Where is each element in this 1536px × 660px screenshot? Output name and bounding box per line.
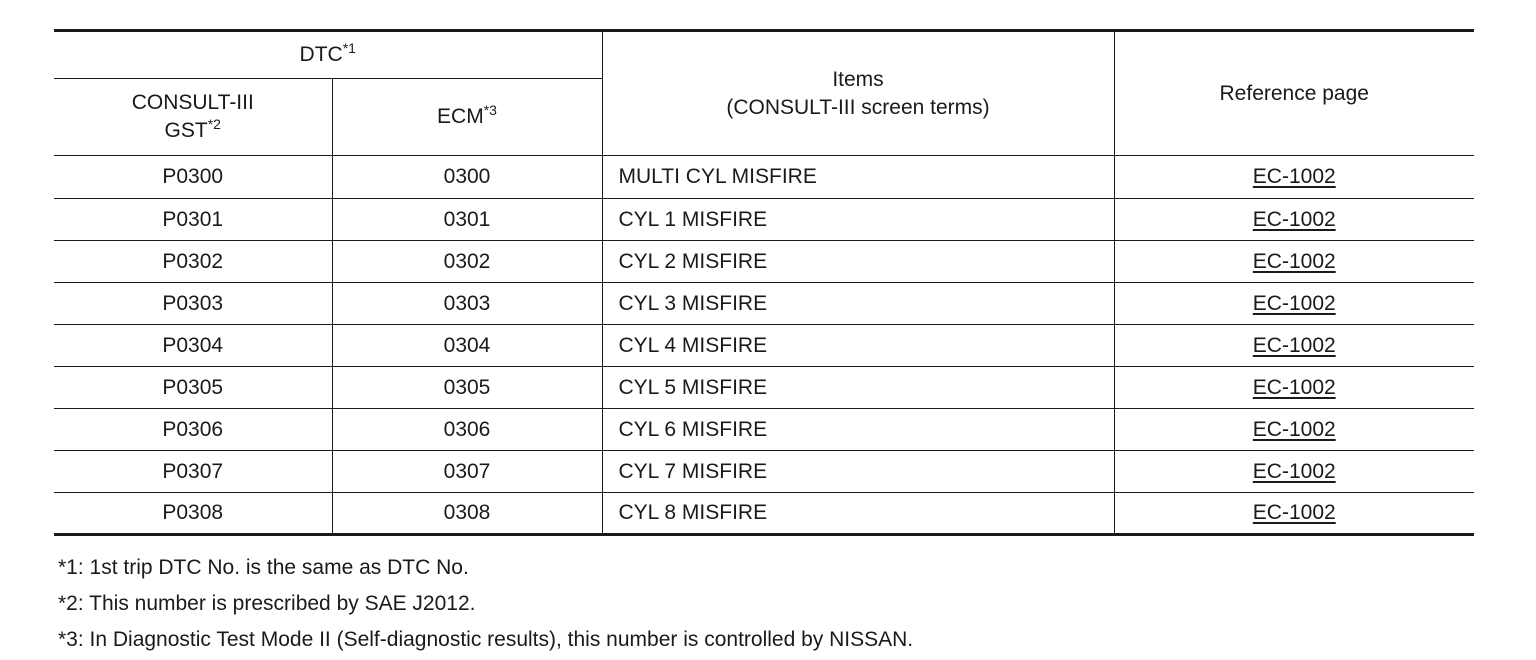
table-row <box>54 199 1474 241</box>
cell-consult-gst: P0303 <box>54 283 332 325</box>
cell-item: CYL 3 MISFIRE <box>602 283 1114 325</box>
table-row <box>54 241 1474 283</box>
cell-item: CYL 8 MISFIRE <box>602 493 1114 535</box>
header-consult-sup: *2 <box>207 116 221 132</box>
cell-reference <box>1114 283 1474 325</box>
cell-reference <box>1114 367 1474 409</box>
footnotes <box>58 550 913 658</box>
table-row <box>54 156 1474 199</box>
cell-item: CYL 4 MISFIRE <box>602 325 1114 367</box>
reference-link[interactable]: EC-1002 <box>1252 165 1336 188</box>
cell-item: CYL 5 MISFIRE <box>602 367 1114 409</box>
cell-consult-gst: P0306 <box>54 409 332 451</box>
cell-consult-gst: P0307 <box>54 451 332 493</box>
cell-reference <box>1114 325 1474 367</box>
cell-consult-gst: P0304 <box>54 325 332 367</box>
table-row <box>54 283 1474 325</box>
header-dtc-sup: *1 <box>342 40 356 56</box>
reference-link[interactable]: EC-1002 <box>1252 207 1336 231</box>
header-consult-line2: GST <box>164 119 208 142</box>
reference-link[interactable]: EC-1002 <box>1252 333 1336 357</box>
cell-item: CYL 6 MISFIRE <box>602 409 1114 451</box>
footnote-1: *1: 1st trip DTC No. is the same as DTC No. <box>58 556 469 579</box>
header-ecm <box>332 79 602 156</box>
table-body <box>54 156 1474 535</box>
header-items-line1: Items <box>832 67 884 91</box>
reference-link[interactable]: EC-1002 <box>1252 501 1336 524</box>
cell-reference <box>1114 199 1474 241</box>
table-row <box>54 409 1474 451</box>
cell-ecm: 0304 <box>332 325 602 367</box>
cell-ecm: 0301 <box>332 199 602 241</box>
cell-item: MULTI CYL MISFIRE <box>602 156 1114 199</box>
cell-ecm: 0307 <box>332 451 602 493</box>
cell-item: CYL 2 MISFIRE <box>602 241 1114 283</box>
reference-link[interactable]: EC-1002 <box>1252 417 1336 441</box>
cell-consult-gst: P0302 <box>54 241 332 283</box>
cell-item: CYL 7 MISFIRE <box>602 451 1114 493</box>
cell-ecm: 0305 <box>332 367 602 409</box>
cell-reference <box>1114 451 1474 493</box>
header-consult-line1: CONSULT-III <box>131 91 254 114</box>
footnote-3: *3: In Diagnostic Test Mode II (Self-diagnostic results), this number is controlled by NISSAN. <box>58 628 914 651</box>
header-items <box>602 31 1114 156</box>
cell-ecm: 0306 <box>332 409 602 451</box>
table-row <box>54 451 1474 493</box>
table-header <box>54 31 1474 156</box>
header-ecm-sup: *3 <box>483 102 497 118</box>
cell-reference <box>1114 409 1474 451</box>
header-dtc-label: DTC <box>299 43 343 66</box>
header-dtc-group <box>54 31 602 79</box>
table-row <box>54 367 1474 409</box>
table-row <box>54 493 1474 535</box>
header-items-line2: (CONSULT-III screen terms) <box>726 95 990 119</box>
cell-item: CYL 1 MISFIRE <box>602 199 1114 241</box>
cell-consult-gst: P0308 <box>54 493 332 535</box>
cell-ecm: 0302 <box>332 241 602 283</box>
cell-ecm: 0300 <box>332 156 602 199</box>
cell-consult-gst: P0305 <box>54 367 332 409</box>
header-consult-gst <box>54 79 332 156</box>
reference-link[interactable]: EC-1002 <box>1252 291 1336 315</box>
cell-reference <box>1114 241 1474 283</box>
reference-link[interactable]: EC-1002 <box>1252 459 1336 483</box>
header-ecm-label: ECM <box>437 105 484 128</box>
header-reference-page: Reference page <box>1114 31 1474 156</box>
cell-ecm: 0308 <box>332 493 602 535</box>
dtc-table <box>54 29 1474 536</box>
footnote-2: *2: This number is prescribed by SAE J2012. <box>58 592 476 615</box>
cell-reference <box>1114 156 1474 199</box>
reference-link[interactable]: EC-1002 <box>1252 375 1336 399</box>
table-row <box>54 325 1474 367</box>
cell-ecm: 0303 <box>332 283 602 325</box>
cell-reference <box>1114 493 1474 535</box>
cell-consult-gst: P0301 <box>54 199 332 241</box>
reference-link[interactable]: EC-1002 <box>1252 249 1336 273</box>
cell-consult-gst: P0300 <box>54 156 332 199</box>
